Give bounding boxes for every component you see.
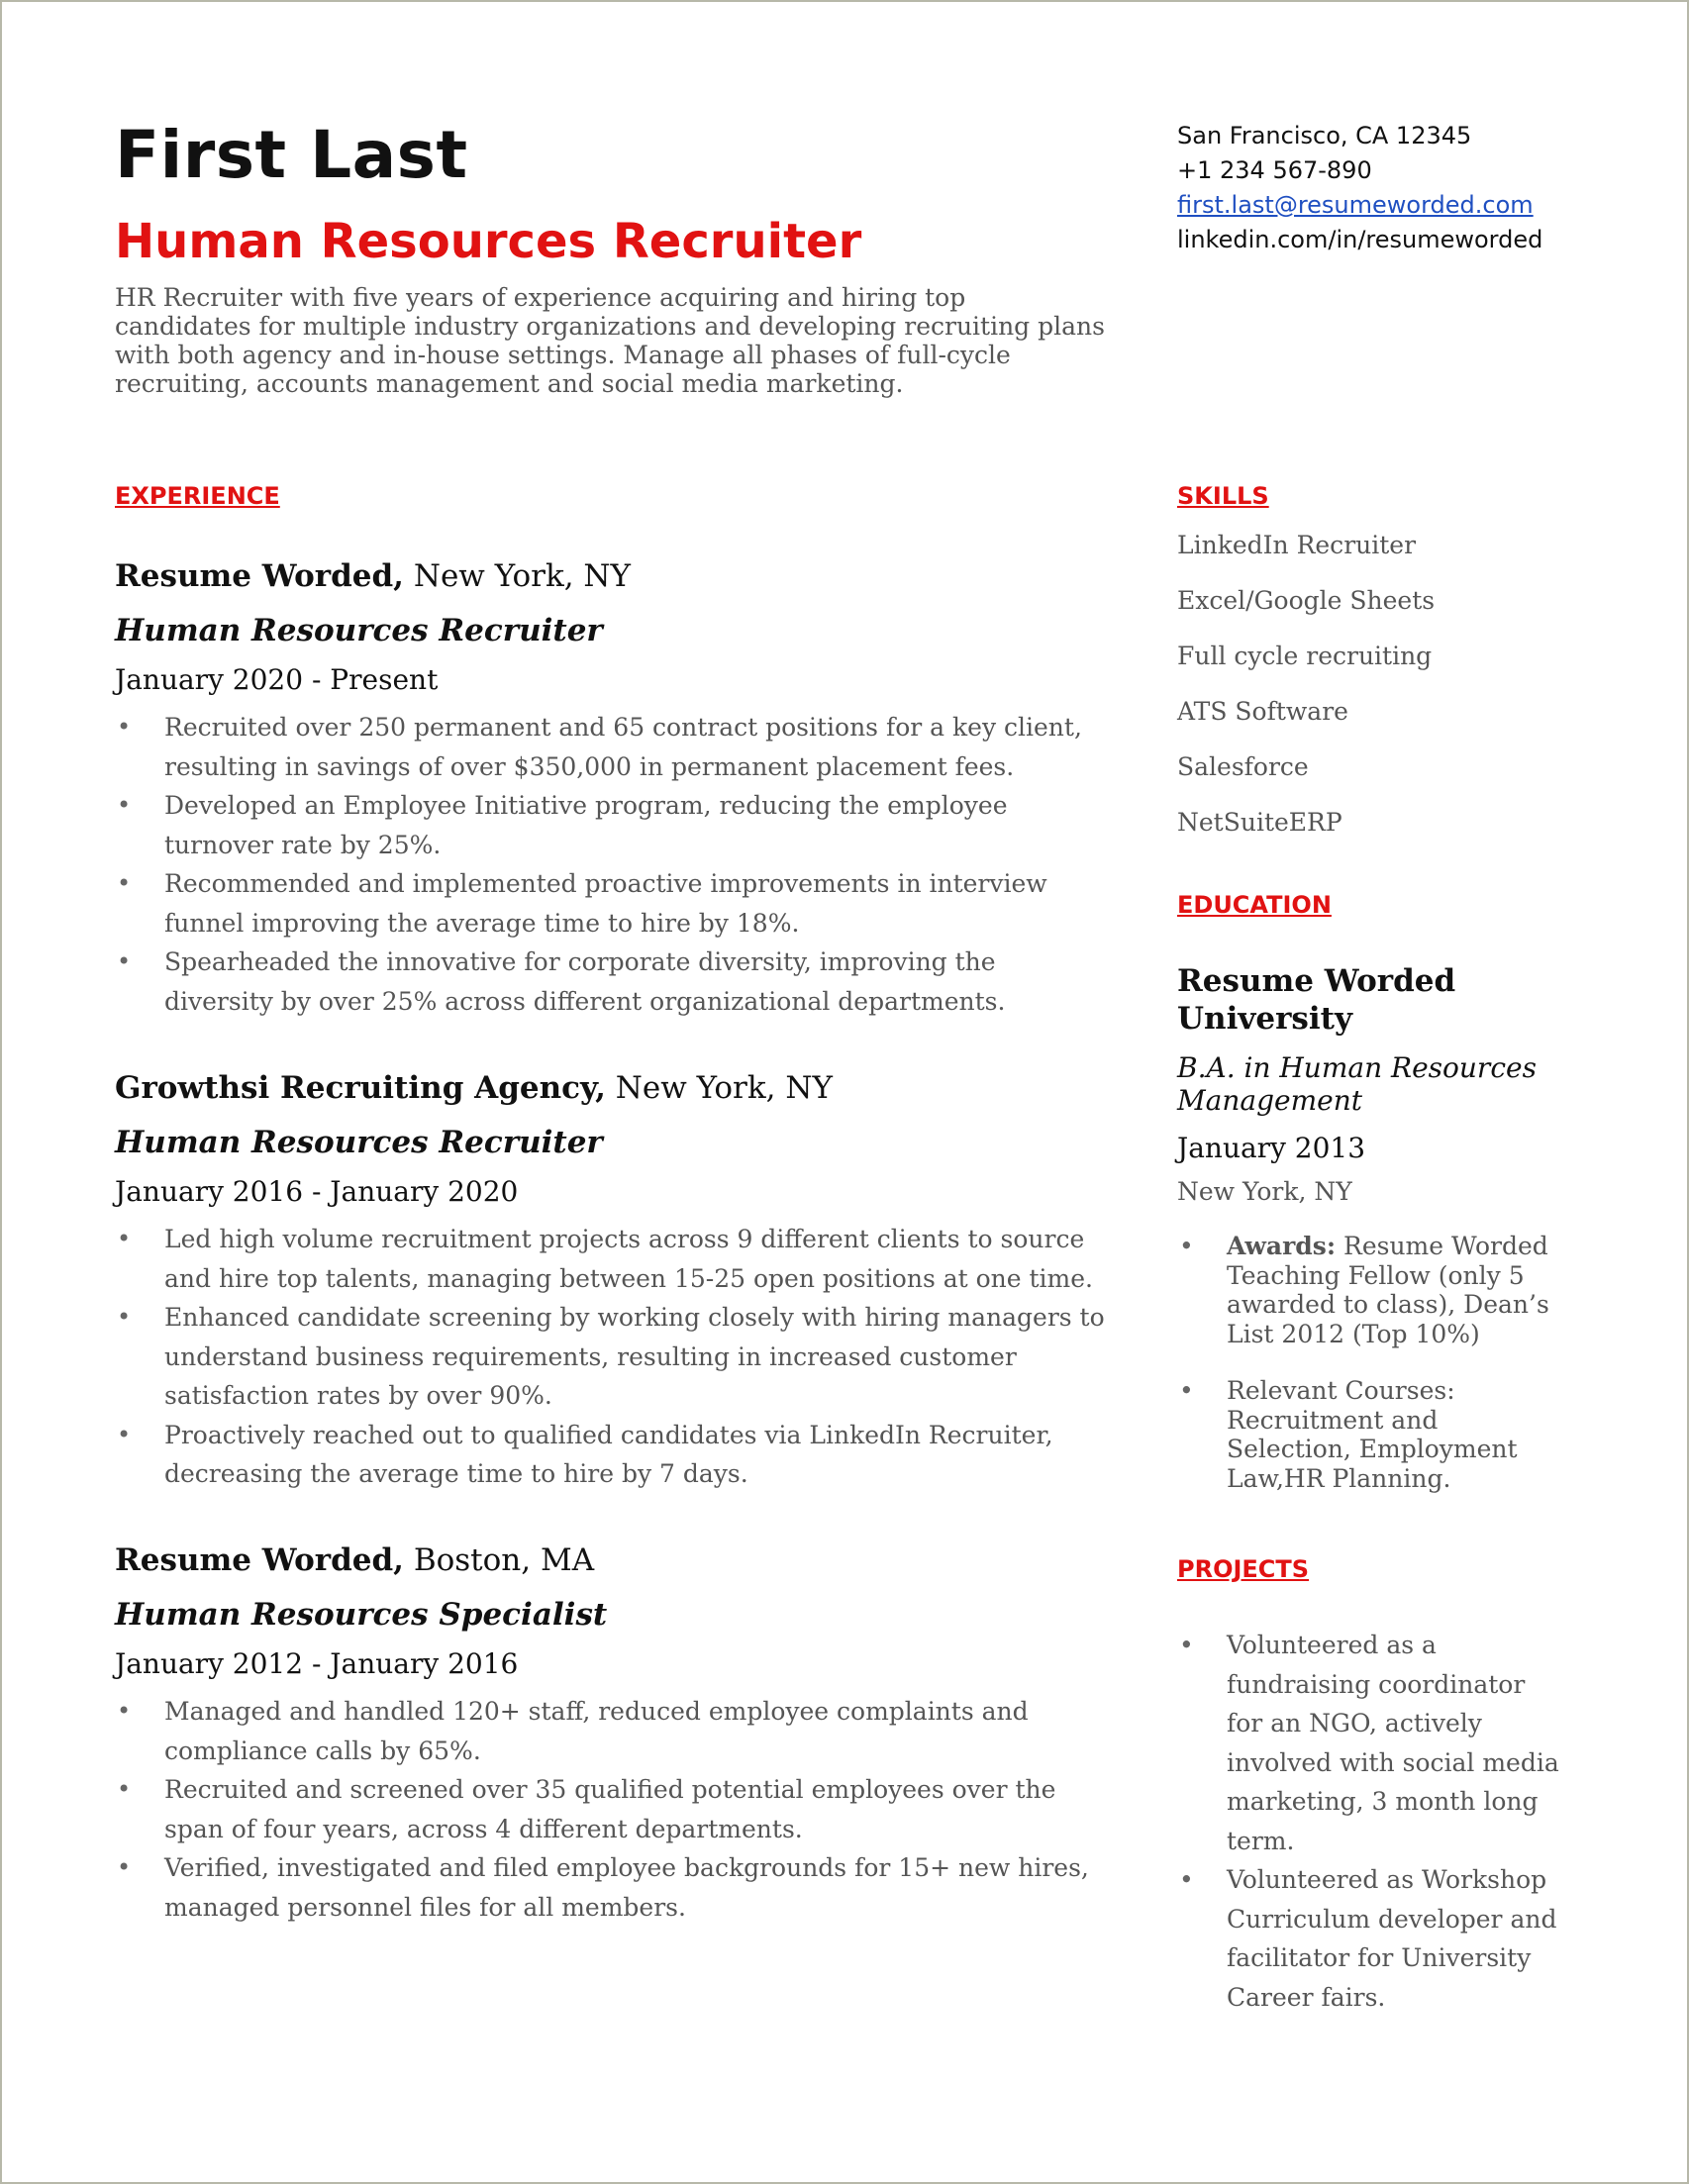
job-2-header: [115, 1068, 1105, 1108]
job-1-location: New York, NY: [413, 558, 632, 594]
projects-bullets: [1177, 1626, 1563, 2017]
projects-block: [1177, 1626, 1563, 2017]
skill-item: LinkedIn Recruiter: [1177, 531, 1417, 559]
job-3-dates: January 2012 - January 2016: [115, 1647, 519, 1680]
job-1-dates: January 2020 - Present: [115, 663, 439, 696]
contact-block: [1177, 119, 1542, 257]
job-1-header: [115, 556, 1105, 596]
job-1-company: Resume Worded,: [115, 558, 404, 594]
contact-linkedin: linkedin.com/in/resumeworded: [1177, 226, 1543, 253]
list-item: • Led high volume recruitment projects across 9 different clients to source and hire top talents, managing between 15-25 open positions at one time.: [115, 1220, 1105, 1298]
education-date: January 2013: [1177, 1132, 1366, 1164]
job-2-dates: January 2016 - January 2020: [115, 1175, 519, 1208]
job-3-bullets: [115, 1692, 1105, 1927]
job-2-company: Growthsi Recruiting Agency,: [115, 1070, 606, 1106]
list-item: • Recruited over 250 permanent and 65 contract positions for a key client, resulting in savings of over $350,000 in permanent placement fees.: [115, 708, 1105, 786]
skill-item: NetSuiteERP: [1177, 808, 1342, 837]
job-2-location: New York, NY: [615, 1070, 833, 1106]
job-1: [115, 556, 1105, 1021]
list-item: • Relevant Courses: Recruitment and Selection, Employment Law,HR Planning.: [1177, 1376, 1563, 1493]
education-bullets: [1177, 1232, 1563, 1493]
skill-item: Excel/Google Sheets: [1177, 586, 1436, 615]
list-item: • Spearheaded the innovative for corporate diversity, improving the diversity by over 25% across different organizational departments.: [115, 943, 1105, 1021]
list-item: • Volunteered as Workshop Curriculum developer and facilitator for University Career fairs.: [1177, 1860, 1563, 2017]
job-3-location: Boston, MA: [413, 1542, 595, 1578]
job-3-header: [115, 1540, 1105, 1580]
job-3-company: Resume Worded,: [115, 1542, 404, 1578]
skills-list: [1177, 518, 1573, 850]
list-item: • Proactively reached out to qualified candidates via LinkedIn Recruiter, decreasing the average time to hire by 7 days.: [115, 1416, 1105, 1494]
job-3: [115, 1540, 1105, 1927]
list-item: • Volunteered as a fundraising coordinator for an NGO, actively involved with social media marketing, 3 month long term.: [1177, 1626, 1563, 1860]
job-2-title: Human Resources Recruiter: [115, 1125, 603, 1160]
list-item: • Recommended and implemented proactive improvements in interview funnel improving the average time to hire by 18%.: [115, 864, 1105, 943]
list-item: • Managed and handled 120+ staff, reduced employee complaints and compliance calls by 65%.: [115, 1692, 1105, 1770]
list-item: [1177, 1232, 1563, 1348]
awards-label: Awards:: [1227, 1232, 1337, 1260]
job-1-title: Human Resources Recruiter: [115, 613, 603, 648]
skill-item: Full cycle recruiting: [1177, 642, 1433, 670]
job-2: [115, 1068, 1105, 1494]
skill-item: Salesforce: [1177, 752, 1309, 781]
education-school: Resume Worded University: [1177, 963, 1456, 1037]
skills-heading: SKILLS: [1177, 482, 1269, 510]
list-item: • Verified, investigated and filed employee backgrounds for 15+ new hires, managed personnel files for all members.: [115, 1848, 1105, 1927]
job-3-title: Human Resources Specialist: [115, 1597, 608, 1633]
contact-location: San Francisco, CA 12345: [1177, 122, 1472, 149]
education-block: [1177, 962, 1563, 1521]
list-item: • Enhanced candidate screening by working closely with hiring managers to understand business requirements, resulting in increased customer satisfaction rates by over 90%.: [115, 1298, 1105, 1416]
list-item: • Recruited and screened over 35 qualified potential employees over the span of four years, across 4 different departments.: [115, 1770, 1105, 1848]
candidate-name: First Last: [115, 117, 468, 193]
candidate-title: Human Resources Recruiter: [115, 214, 862, 269]
skill-item: ATS Software: [1177, 697, 1348, 726]
education-heading: EDUCATION: [1177, 891, 1332, 919]
experience-heading: EXPERIENCE: [115, 482, 280, 510]
contact-phone: +1 234 567-890: [1177, 156, 1372, 184]
awards-text: Resume Worded Teaching Fellow (only 5 awarded to class), Dean’s List 2012 (Top 10%): [1227, 1232, 1549, 1348]
contact-email-link[interactable]: first.last@resumeworded.com: [1177, 191, 1534, 219]
projects-heading: PROJECTS: [1177, 1555, 1310, 1583]
education-place: New York, NY: [1177, 1177, 1352, 1206]
job-1-bullets: [115, 708, 1105, 1021]
education-degree: B.A. in Human Resources Management: [1177, 1051, 1537, 1117]
summary: HR Recruiter with five years of experience acquiring and hiring top candidates for multiple industry organizations and developing recruiting plans with both agency and in-house settings. Manage all phases of full-cycle recruiting, accounts management and social media marketing.: [115, 283, 1105, 398]
job-2-bullets: [115, 1220, 1105, 1494]
list-item: • Developed an Employee Initiative program, reducing the employee turnover rate by 25%.: [115, 786, 1105, 864]
